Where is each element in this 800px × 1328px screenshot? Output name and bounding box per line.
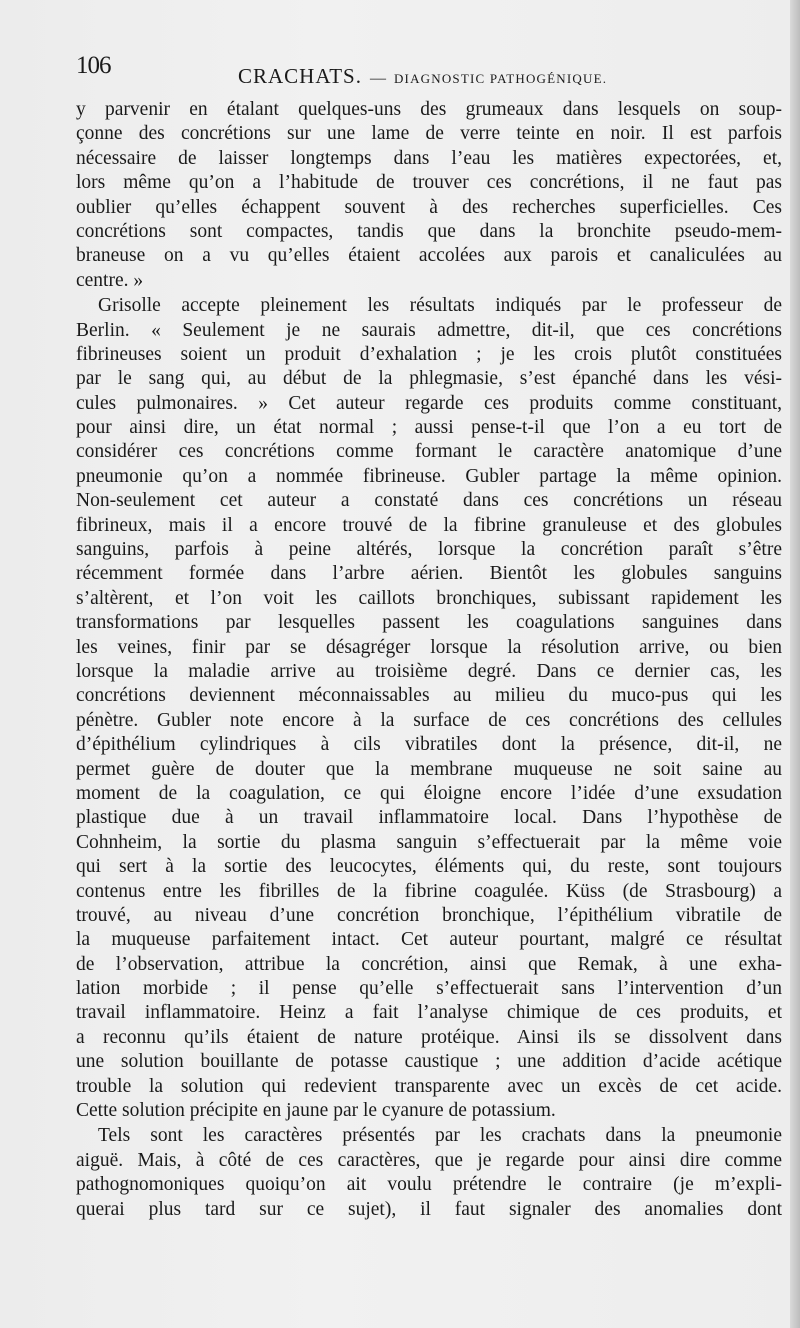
text-line: sanguins, parfois à peine altérés, lorsque la concrétion paraît s’être	[76, 539, 782, 561]
text-line: pénètre. Gubler note encore à la surface de ces concrétions des cellules	[76, 709, 782, 731]
text-line: récemment formée dans l’arbre aérien. Bientôt les globules sanguins	[76, 563, 782, 585]
text-line: lation morbide ; il pense qu’elle s’effectuerait sans l’intervention d’un	[76, 978, 782, 1000]
text-line: querai plus tard sur ce sujet), il faut signaler des anomalies dont	[76, 1198, 782, 1220]
text-line: nécessaire de laisser longtemps dans l’eau les matières expectorées, et,	[76, 147, 782, 169]
text-line: par le sang qui, au début de la phlegmasie, s’est épanché dans les vési-	[76, 368, 782, 390]
page-edge-shadow	[790, 0, 800, 1328]
body-text	[76, 98, 782, 1222]
text-line: a reconnu qu’ils étaient de nature protéique. Ainsi ils se dissolvent dans	[76, 1026, 782, 1048]
text-line: une solution bouillante de potasse caustique ; une addition d’acide acétique	[76, 1051, 782, 1073]
text-line: transformations par lesquelles passent les coagulations sanguines dans	[76, 612, 782, 634]
running-head-separator: —	[369, 70, 386, 87]
text-line: permet guère de douter que la membrane muqueuse ne soit saine au	[76, 758, 782, 780]
text-line: concrétions sont compactes, tandis que dans la bronchite pseudo-mem-	[76, 220, 782, 242]
text-line: aiguë. Mais, à côté de ces caractères, que je regarde pour ainsi dire comme	[76, 1149, 782, 1171]
text-line: contenus entre les fibrilles de la fibrine coagulée. Küss (de Strasbourg) a	[76, 880, 782, 902]
paragraph-end-line: Cette solution précipite en jaune par le cyanure de potassium.	[76, 1100, 556, 1122]
text-line: la muqueuse parfaitement intact. Cet auteur pourtant, malgré ce résultat	[76, 929, 782, 951]
text-line: fibrineux, mais il a encore trouvé de la fibrine granuleuse et des globules	[76, 514, 782, 536]
text-line: plastique due à un travail inflammatoire local. Dans l’hypothèse de	[76, 807, 782, 829]
text-line: çonne des concrétions sur une lame de verre teinte en noir. Il est parfois	[76, 123, 782, 145]
text-line: oublier qu’elles échappent souvent à des recherches superficielles. Ces	[76, 196, 782, 218]
text-line: s’altèrent, et l’on voit les caillots bronchiques, subissant rapidement les	[76, 587, 782, 609]
text-line: pneumonie qu’on a nommée fibrineuse. Gubler partage la même opinion.	[76, 465, 782, 487]
paragraph-first-line: Grisolle accepte pleinement les résultats indiqués par le professeur de	[98, 295, 782, 317]
text-line: pour ainsi dire, un état normal ; aussi pense-t-il que l’on a eu tort de	[76, 417, 782, 439]
running-head	[238, 64, 607, 89]
text-line: Berlin. « Seulement je ne saurais admettre, dit-il, que ces concrétions	[76, 319, 782, 341]
text-line: Non-seulement cet auteur a constaté dans ces concrétions un réseau	[76, 490, 782, 512]
text-line: moment de la coagulation, ce qui éloigne encore l’idée d’une exsudation	[76, 782, 782, 804]
text-line: considérer ces concrétions comme formant le caractère anatomique d’une	[76, 441, 782, 463]
page-header	[76, 52, 782, 92]
text-line: les veines, finir par se désagréger lorsque la résolution arrive, ou bien	[76, 636, 782, 658]
text-line: travail inflammatoire. Heinz a fait l’analyse chimique de ces produits, et	[76, 1002, 782, 1024]
text-line: lors même qu’on a l’habitude de trouver ces concrétions, il ne faut pas	[76, 172, 782, 194]
running-subtitle: DIAGNOSTIC PATHOGÉNIQUE.	[393, 71, 608, 86]
text-line: Cohnheim, la sortie du plasma sanguin s’effectuerait par la même voie	[76, 831, 782, 853]
text-line: trouble la solution qui redevient transparente avec un excès de cet acide.	[76, 1075, 782, 1097]
text-line: de l’observation, attribue la concrétion, ainsi que Remak, à une exha-	[76, 953, 782, 975]
text-line: d’épithélium cylindriques à cils vibratiles dont la présence, dit-il, ne	[76, 734, 782, 756]
paragraph-end-line: centre. »	[76, 269, 144, 291]
text-line: fibrineuses soient un produit d’exhalation ; je les crois plutôt constituées	[76, 343, 782, 365]
text-line: y parvenir en étalant quelques-uns des grumeaux dans lesquels on soup-	[76, 99, 782, 120]
running-title: CRACHATS.	[238, 64, 362, 88]
page-number: 106	[76, 52, 111, 79]
text-line: cules pulmonaires. » Cet auteur regarde ces produits comme constituant,	[76, 392, 782, 414]
paragraph-first-line: Tels sont les caractères présentés par les crachats dans la pneumonie	[98, 1125, 782, 1147]
text-line: pathognomoniques quoiqu’on ait voulu prétendre le contraire (je m’expli-	[76, 1174, 782, 1196]
text-line: lorsque la maladie arrive au troisième degré. Dans ce dernier cas, les	[76, 660, 782, 682]
text-line: trouvé, au niveau d’une concrétion bronchique, l’épithélium vibratile de	[76, 904, 782, 926]
text-line: braneuse on a vu qu’elles étaient accolées aux parois et canaliculées au	[76, 245, 782, 267]
text-line: concrétions deviennent méconnaissables au milieu du muco-pus qui les	[76, 685, 782, 707]
text-line: qui sert à la sortie des leucocytes, éléments qui, du reste, sont toujours	[76, 856, 782, 878]
